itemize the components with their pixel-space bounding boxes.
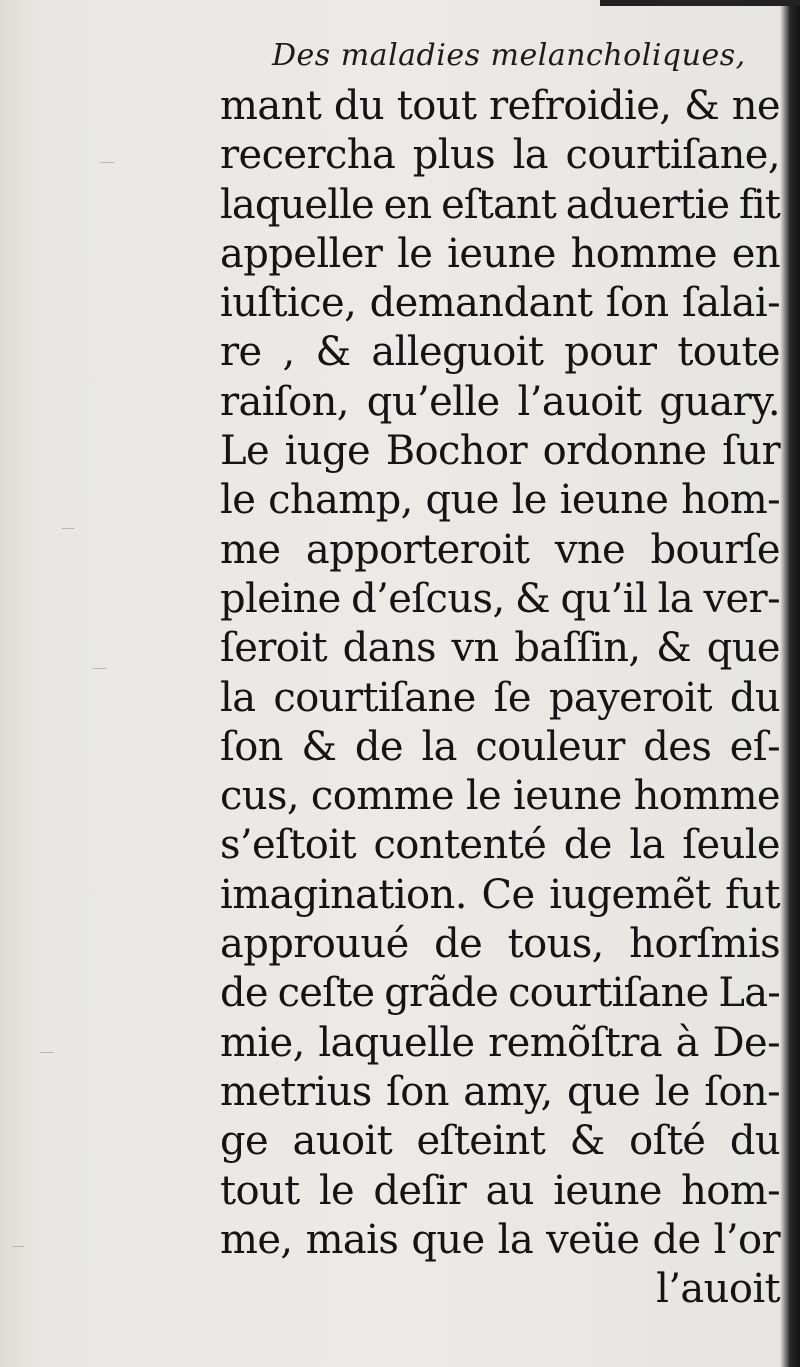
text-line: approuué de tous, horſmis [220, 921, 780, 968]
margin-mark [40, 1052, 54, 1053]
text-line: appeller le ieune homme en [220, 230, 780, 277]
text-line: me, mais que la veüe de l’or [220, 1216, 780, 1263]
text-line: la courtiſane ſe payeroit du [220, 674, 780, 721]
text-line: ſeroit dans vn baſſin, & que [220, 625, 780, 672]
text-line: me apporteroit vne bourſe [220, 526, 780, 573]
text-line: Le iuge Bochor ordonne ſur [220, 428, 780, 475]
margin-mark [62, 528, 74, 529]
body-text [220, 82, 780, 1314]
margin-mark [92, 668, 106, 669]
text-line: ſon & de la couleur des eſ- [220, 723, 780, 770]
margin-mark [100, 162, 114, 163]
text-line: mie, laquelle remõſtra à De- [220, 1019, 780, 1066]
text-line: metrius ſon amy, que le ſon- [220, 1068, 780, 1115]
page-edge-shadow [600, 0, 800, 6]
text-line: mant du tout refroidie, & ne [220, 83, 780, 129]
margin-mark [12, 1246, 24, 1247]
text-line: tout le deſir au ieune hom- [220, 1167, 780, 1214]
text-line: iuſtice, demandant ſon ſalai- [220, 280, 780, 327]
text-line: laquelle en eſtant aduertie fit [220, 181, 780, 228]
text-line: raiſon, qu’elle l’auoit guary. [220, 378, 780, 425]
running-head: Des maladies melancholiques, [272, 38, 746, 73]
text-line: cus, comme le ieune homme [220, 773, 780, 820]
text-line: le champ, que le ieune hom- [220, 477, 780, 524]
catchword: l’auoit [656, 1266, 780, 1313]
text-line: de ceſte grãde courtiſane La- [220, 970, 780, 1017]
text-line: s’eſtoit contenté de la ſeule [220, 822, 780, 869]
text-line: pleine d’eſcus, & qu’il la ver- [220, 575, 780, 622]
text-line: re , & alleguoit pour toute [220, 329, 780, 376]
text-line: recercha plus la courtiſane, [220, 132, 780, 179]
text-line: ge auoit eſteint & oſté du [220, 1118, 780, 1165]
text-line: imagination. Ce iugemẽt fut [220, 871, 780, 918]
